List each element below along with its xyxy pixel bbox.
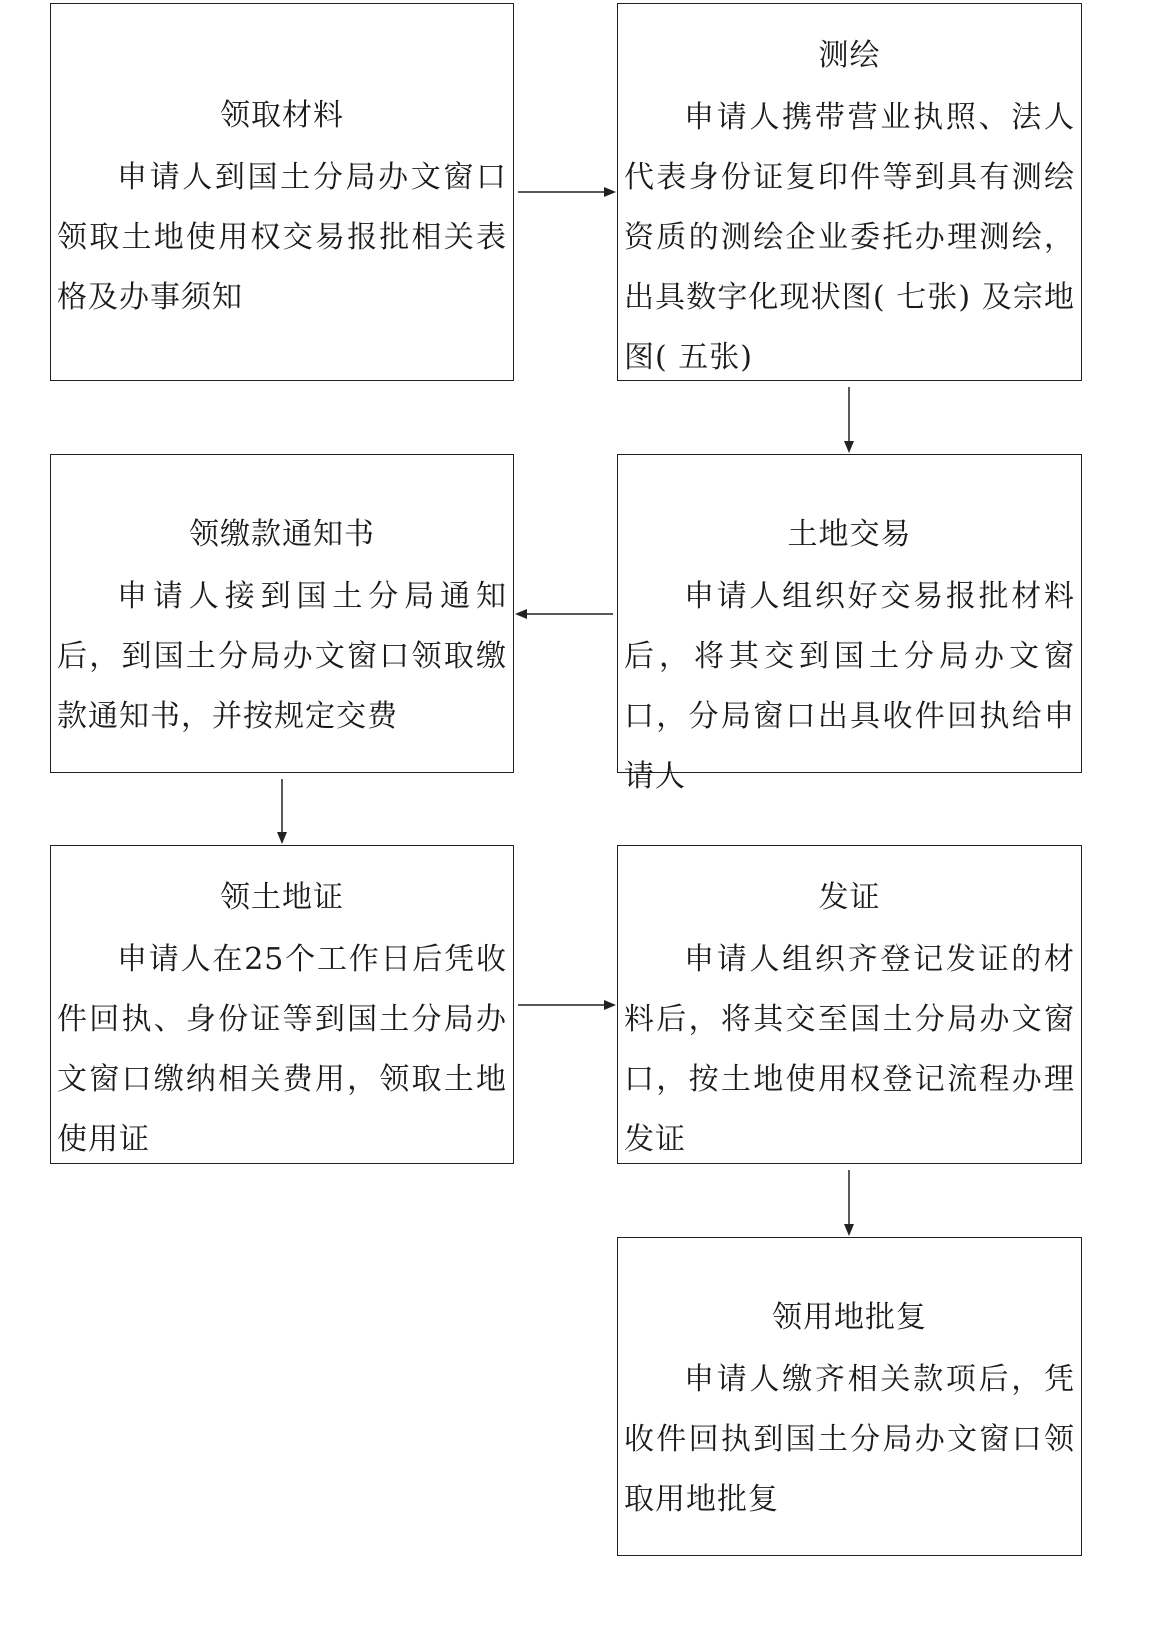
arrow-down-icon <box>274 773 290 845</box>
step-title: 发证 <box>818 880 881 915</box>
step-description: 申请人到国土分局办文窗口领取土地使用权交易报批相关表格及办事须知 <box>57 160 507 315</box>
step-box-issue-certificate <box>617 845 1082 1164</box>
step-description: 申请人组织齐登记发证的材料后，将其交至国土分局办文窗口，按土地使用权登记流程办理发证 <box>624 942 1075 1157</box>
arrow-right-icon <box>514 184 617 200</box>
step-box-collect-materials <box>50 3 514 381</box>
step-title: 领取材料 <box>220 98 344 133</box>
step-description: 申请人组织好交易报批材料后，将其交到国土分局办文窗口，分局窗口出具收件回执给申请人 <box>624 579 1075 794</box>
arrow-down-icon <box>841 381 857 454</box>
step-description: 申请人接到国土分局通知后，到国土分局办文窗口领取缴款通知书，并按规定交费 <box>57 579 507 734</box>
step-box-land-transaction <box>617 454 1082 794</box>
step-box-surveying <box>617 3 1082 381</box>
step-title: 土地交易 <box>787 517 912 552</box>
step-description: 申请人缴齐相关款项后，凭收件回执到国土分局办文窗口领取用地批复 <box>624 1362 1075 1517</box>
step-box-land-approval <box>617 1237 1082 1556</box>
step-title: 领用地批复 <box>772 1300 927 1335</box>
step-description: 申请人携带营业执照、法人代表身份证复印件等到具有测绘资质的测绘企业委托办理测绘，出具数字化现状图( 七张) 及宗地图( 五张) <box>624 100 1075 375</box>
arrow-down-icon <box>841 1164 857 1237</box>
step-title: 领土地证 <box>220 880 344 915</box>
arrow-left-icon <box>514 606 617 622</box>
step-box-payment-notice <box>50 454 514 773</box>
step-description: 申请人在25个工作日后凭收件回执、身份证等到国土分局办文窗口缴纳相关费用，领取土地使用证 <box>57 942 507 1157</box>
arrow-right-icon <box>514 997 617 1013</box>
step-title: 测绘 <box>818 38 881 73</box>
step-box-land-certificate <box>50 845 514 1164</box>
step-title: 领缴款通知书 <box>189 517 375 552</box>
